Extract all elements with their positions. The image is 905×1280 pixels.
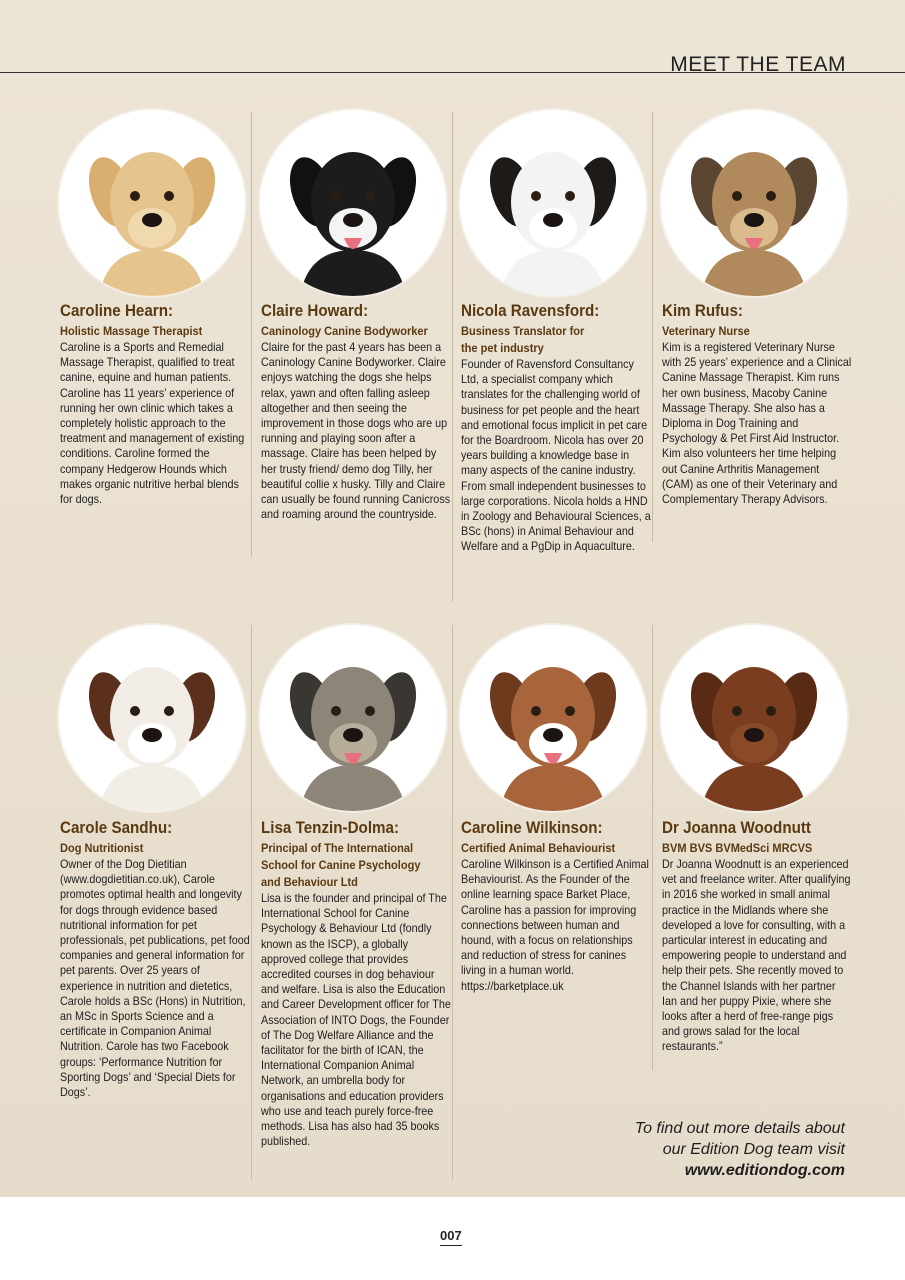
column-divider [652, 625, 653, 1070]
dog-photo [460, 110, 646, 296]
member-name: Kim Rufus: [662, 302, 743, 320]
dog-photo [460, 625, 646, 811]
team-member-card [261, 819, 449, 1149]
member-bio: Claire for the past 4 years has been a Caninology Canine Bodyworker. Claire enjoys watching the dogs she helps relax, yawn and often falling asleep altogether and then seeing the improvement in those dogs who are up running and playing soon after a massage. Claire has been helped by her trusty friend/ demo dog Tilly, her beautiful collie x husky. Tilly and Claire can usually be found running Canicross and roaming around the countryside. [261, 340, 451, 522]
dog-photo [260, 110, 446, 296]
dog-illustration [59, 625, 245, 811]
team-member-card [261, 302, 449, 522]
member-bio: Lisa is the founder and principal of The International School for Canine Psychology & Behaviour Ltd (fondly known as the ISCP), a globally approved college that provides accredited courses in dog behaviour and welfare. Lisa is also the Education and Career Development officer for The Association of INTO Dogs, the Founder of The Dog Welfare Alliance and the facilitator for the birth of ICAN, the International Companion Animal Network, an umbrella body for organisations and education providers who use and teach purely force-free methods. Lisa has also had 35 books published. [261, 891, 451, 1149]
member-role: BVM BVS BVMedSci MRCVS [662, 841, 813, 855]
member-bio: Dr Joanna Woodnutt is an experienced vet and freelance writer. After qualifying in 2016 she worked in small animal practice in the Midlands where she developed a love for consulting, with a particular interest in educating and empowering people to understand and help their pets. She recently moved to the Channel Islands with her partner Ian and her puppy Pixie, where she looks after a herd of free-range pigs and grows salad for the local restaurants.” [662, 857, 851, 1054]
cta-line-1: To find out more details about [634, 1120, 845, 1137]
team-member-card [60, 819, 248, 1100]
dog-illustration [460, 110, 646, 296]
team-member-card [662, 302, 850, 507]
dog-photo [661, 110, 847, 296]
dog-illustration [460, 625, 646, 811]
member-bio: Owner of the Dog Dietitian (www.dogdietitian.co.uk), Carole promotes optimal health and longevity for dogs through evidence based nutritional information for pet professionals, pet publications, pet food companies and general information for pet parents. Over 25 years of experience in nutrition and dietetics, Carole holds a BSc (Hons) in Nutrition, an MSc in Sports Science and a certificate in Companion Animal Nutrition. Carole has two Facebook groups: ‘Performance Nutrition for Sporting Dogs’ and ‘Special Diets for Dogs’. [60, 857, 250, 1100]
member-bio: Founder of Ravensford Consultancy Ltd, a specialist company which translates for the challenging world of business for pet people and the heart and emotional focus implicit in pet care for the Boardroom. Nicola has over 20 years building a knowledge base in many aspects of the canine industry. From small independent businesses to large corporations. Nicola holds a HND in Zoology and Behavioural Sciences, a BSc (hons) in Animal Behaviour and Welfare and a PgDip in Aquaculture. [461, 357, 651, 554]
member-role: Principal of The International School for Canine Psychology and Behaviour Ltd [261, 841, 421, 889]
cta-line-2: our Edition Dog team visit [662, 1141, 845, 1158]
team-member-card [60, 302, 248, 507]
member-name: Dr Joanna Woodnutt [662, 819, 811, 837]
website-link[interactable]: www.editiondog.com [684, 1162, 845, 1179]
column-divider [452, 625, 453, 1180]
member-role: Veterinary Nurse [662, 324, 750, 338]
team-member-card [662, 819, 850, 1055]
dog-illustration [260, 110, 446, 296]
member-bio: Caroline is a Sports and Remedial Massage Therapist, qualified to treat canine, equine and human patients. Caroline has 11 years’ experience of running her own clinic which takes a completely holistic approach to the treatment and management of existing conditions. Caroline formed the company Hedgerow Hounds which makes organic nutritive herbal blends for dogs. [60, 340, 245, 507]
member-name: Carole Sandhu: [60, 819, 173, 837]
dog-photo [59, 625, 245, 811]
page-title: MEET THE TEAM [670, 53, 846, 76]
page-number: 007 [440, 1228, 462, 1246]
dog-illustration [59, 110, 245, 296]
dog-illustration [260, 625, 446, 811]
member-name: Lisa Tenzin-Dolma: [261, 819, 400, 837]
column-divider [251, 625, 252, 1180]
column-divider [652, 112, 653, 542]
member-bio: Kim is a registered Veterinary Nurse with 25 years’ experience and a Clinical Canine Massage Therapist. Kim runs her own business, Macoby Canine Massage Therapy. She also has a Diploma in Dog Training and Psychology & Pet First Aid Instructor. Kim also volunteers her time helping out Canine Arthritis Management (CAM) as one of their Veterinary and Complementary Therapy Advisors. [662, 340, 852, 507]
member-role: Caninology Canine Bodyworker [261, 324, 428, 338]
column-divider [251, 112, 252, 557]
member-name: Nicola Ravensford: [461, 302, 600, 320]
member-role: Certified Animal Behaviourist [461, 841, 616, 855]
member-role: Business Translator for the pet industry [461, 324, 585, 355]
member-role: Holistic Massage Therapist [60, 324, 203, 338]
member-role: Dog Nutritionist [60, 841, 144, 855]
dog-photo [260, 625, 446, 811]
member-bio: Caroline Wilkinson is a Certified Animal Behaviourist. As the Founder of the online learning space Barket Place, Caroline has a passion for improving connections between human and hound, with a focus on relationships and reduction of stress for canines living in a human world. https://barketplace.uk [461, 857, 649, 993]
dog-photo [59, 110, 245, 296]
member-name: Caroline Wilkinson: [461, 819, 603, 837]
team-member-card [461, 819, 649, 994]
column-divider [452, 112, 453, 602]
dog-illustration [661, 110, 847, 296]
dog-illustration [661, 625, 847, 811]
member-name: Claire Howard: [261, 302, 369, 320]
team-member-card [461, 302, 649, 555]
dog-photo [661, 625, 847, 811]
member-name: Caroline Hearn: [60, 302, 174, 320]
call-to-action [635, 1118, 845, 1181]
